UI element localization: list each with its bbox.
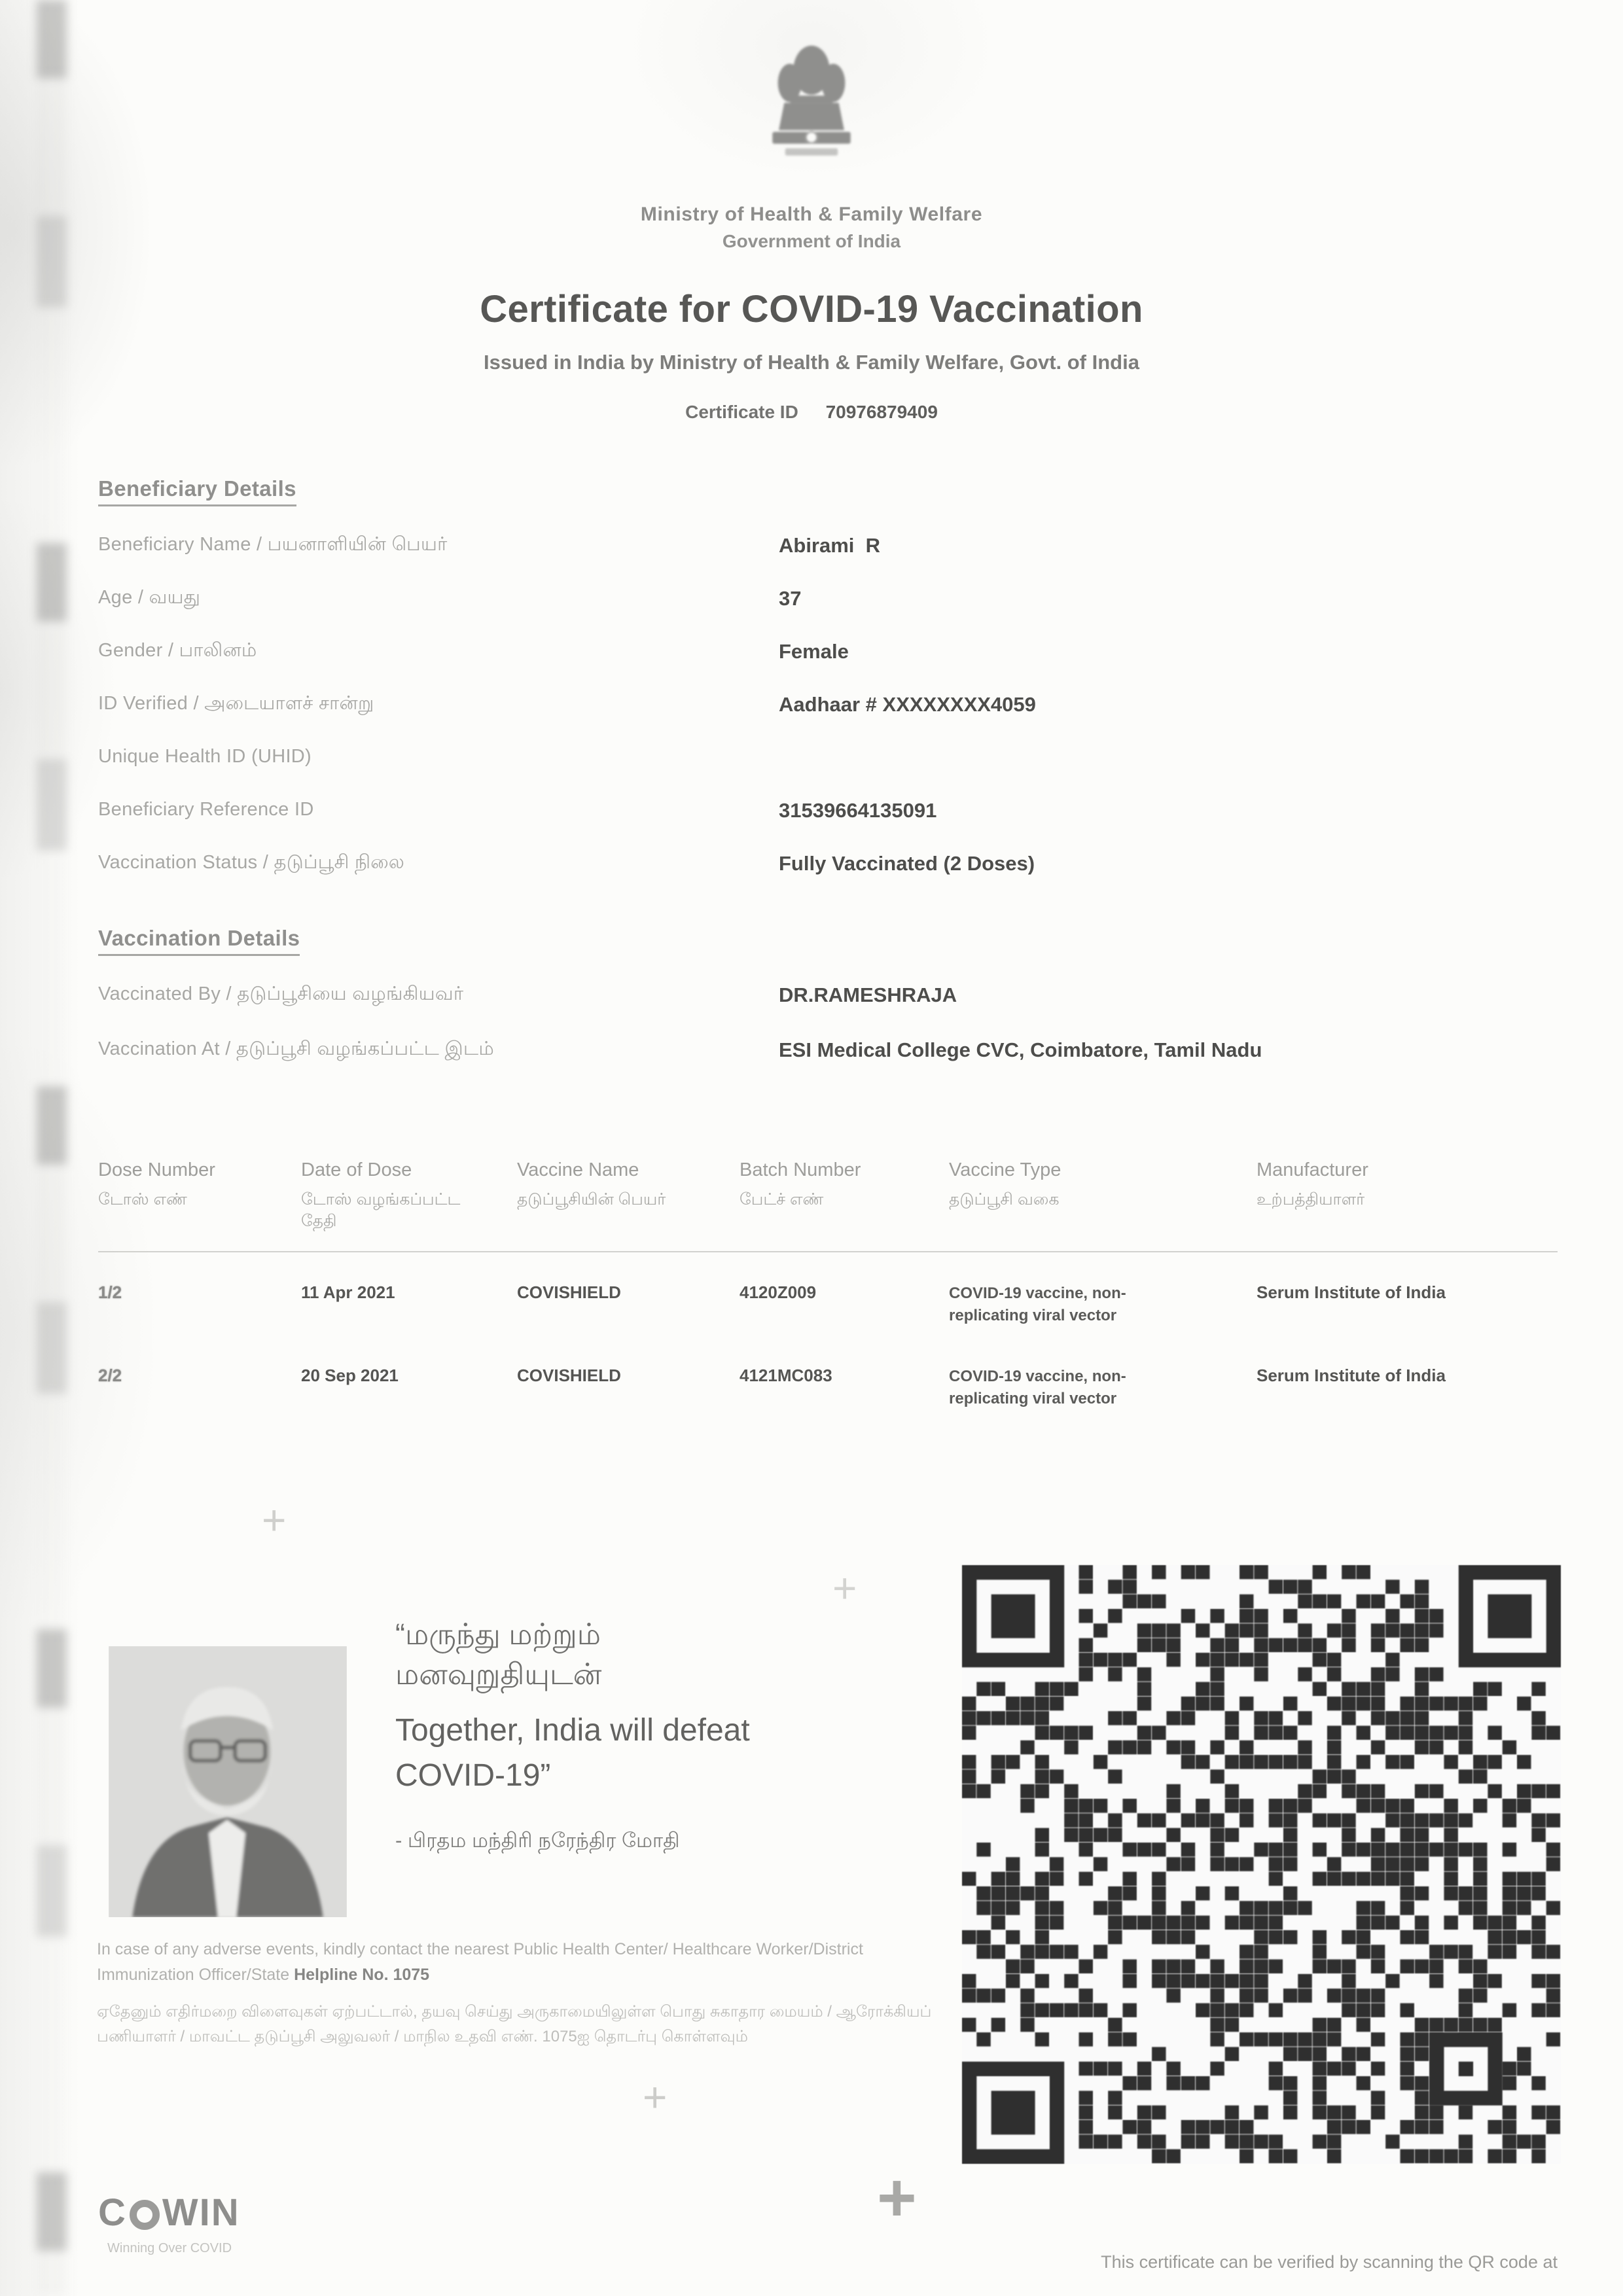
cell-vaccine-name: COVISHIELD	[517, 1282, 621, 1302]
column-dose-number	[98, 1159, 301, 1231]
beneficiary-section-title: Beneficiary Details	[98, 476, 296, 506]
quote-tamil-line-2: மனவுறுதியுடன்	[395, 1657, 602, 1691]
column-label-en: Date of Dose	[301, 1159, 412, 1180]
column-label-ta: பேட்ச் எண்	[740, 1190, 824, 1209]
helpline-notice-ta: ஏதேனும் எதிர்மறை விளைவுகள் ஏற்பட்டால், தயவு செய்து அருகாமையிலுள்ள பொது சுகாதார மையம் / ஆரோக்கியப் பணியாளர் / மாவட்ட தடுப்பூசி அலுவலர் / மாநில உதவி எண். 1075ஐ தொடர்பு கொள்ளவும்	[97, 2003, 932, 2046]
cell-vaccine-name: COVISHIELD	[517, 1366, 621, 1386]
field-value: ESI Medical College CVC, Coimbatore, Tamil Nadu	[779, 1038, 1262, 1061]
field-label: Vaccination At / தடுப்பூசி வழங்கப்பட்ட இடம்	[98, 1038, 494, 1059]
cell-manufacturer: Serum Institute of India	[1257, 1282, 1446, 1302]
column-label-en: Manufacturer	[1257, 1159, 1368, 1180]
cowin-logo-c: C	[98, 2191, 127, 2234]
column-label-ta: தடுப்பூசி வகை	[949, 1190, 1060, 1209]
field-label: Gender / பாலினம்	[98, 640, 257, 661]
table-row-dose-1	[98, 1282, 1558, 1326]
quote-english-line-1: Together, India will defeat	[395, 1712, 750, 1748]
cell-vaccine-type: COVID-19 vaccine, non-replicating viral vector	[949, 1284, 1126, 1324]
field-vaccinated-by	[98, 983, 1558, 1038]
registration-mark: +	[643, 2074, 668, 2121]
column-batch-number	[740, 1159, 949, 1231]
table-header-divider	[98, 1251, 1558, 1252]
helpline-text: In case of any adverse events, kindly contact the nearest Public Health Center/ Healthcare Worker/District Immunization Officer/State	[97, 1940, 863, 1984]
field-beneficiary-name	[98, 534, 1558, 587]
table-row-dose-2	[98, 1366, 1558, 1409]
cell-date-of-dose: 11 Apr 2021	[301, 1282, 395, 1302]
field-age	[98, 587, 1558, 640]
certificate-id-value: 70976879409	[825, 402, 938, 422]
national-emblem-icon	[755, 39, 868, 194]
cell-dose-number: 2/2	[98, 1366, 122, 1386]
field-label: Unique Health ID (UHID)	[98, 746, 312, 767]
qr-verify-note: This certificate can be verified by scanning the QR code at	[1101, 2252, 1558, 2272]
certificate-subtitle: Issued in India by Ministry of Health & Family Welfare, Govt. of India	[484, 351, 1139, 374]
column-label-en: Vaccine Type	[949, 1159, 1061, 1180]
qr-code	[962, 1565, 1561, 2164]
certificate-id-row	[0, 402, 1623, 423]
dose-table-header	[98, 1159, 1558, 1231]
cowin-logo-win: WIN	[162, 2191, 240, 2234]
field-value: Abirami R	[779, 534, 881, 557]
column-label-en: Batch Number	[740, 1159, 861, 1180]
field-label: Beneficiary Name / பயனாளியின் பெயர்	[98, 534, 448, 555]
field-label: Vaccination Status / தடுப்பூசி நிலை	[98, 852, 405, 873]
pm-portrait-photo	[109, 1646, 347, 1917]
column-vaccine-name	[517, 1159, 740, 1231]
cowin-logo	[98, 2191, 240, 2256]
field-vaccination-status	[98, 852, 1558, 905]
cell-date-of-dose: 20 Sep 2021	[301, 1366, 399, 1386]
field-vaccination-at	[98, 1038, 1558, 1093]
column-label-en: Vaccine Name	[517, 1159, 639, 1180]
column-label-en: Dose Number	[98, 1159, 215, 1180]
field-label: Beneficiary Reference ID	[98, 799, 314, 820]
column-label-ta: தடுப்பூசியின் பெயர்	[517, 1190, 666, 1209]
cell-manufacturer: Serum Institute of India	[1257, 1366, 1446, 1386]
quote-attribution: - பிரதம மந்திரி நரேந்திர மோதி	[395, 1828, 680, 1852]
field-beneficiary-reference-id	[98, 799, 1558, 852]
certificate-title: Certificate for COVID-19 Vaccination	[480, 288, 1143, 330]
certificate-footer	[0, 1518, 1623, 2296]
quote-tamil-line-1: “மருந்து மற்றும்	[395, 1617, 601, 1651]
column-date-of-dose	[301, 1159, 517, 1231]
beneficiary-details-section	[98, 476, 1558, 905]
column-vaccine-type	[949, 1159, 1257, 1231]
field-value: 37	[779, 587, 802, 610]
government-name: Government of India	[722, 231, 901, 251]
field-gender	[98, 640, 1558, 693]
certificate-id-label: Certificate ID	[685, 402, 798, 422]
helpline-number: Helpline No. 1075	[294, 1965, 430, 1984]
cell-batch-number: 4120Z009	[740, 1282, 817, 1302]
dose-table	[98, 1159, 1558, 1409]
helpline-notice-en	[97, 1937, 915, 1988]
cell-vaccine-type: COVID-19 vaccine, non-replicating viral vector	[949, 1368, 1126, 1407]
column-label-ta: உற்பத்தியாளர்	[1257, 1190, 1365, 1209]
field-value: 31539664135091	[779, 799, 937, 822]
cell-dose-number: 1/2	[98, 1282, 122, 1302]
certificate-header	[0, 39, 1623, 423]
field-id-verified	[98, 693, 1558, 746]
cowin-logo-o-icon	[130, 2200, 160, 2230]
cell-batch-number: 4121MC083	[740, 1366, 832, 1386]
column-label-ta: டோஸ் வழங்கப்பட்ட தேதி	[301, 1190, 461, 1230]
field-uhid	[98, 746, 1558, 799]
vaccination-details-section	[98, 926, 1558, 1093]
field-label: Age / வயது	[98, 587, 201, 608]
cowin-tagline: Winning Over COVID	[107, 2241, 232, 2255]
field-value: Fully Vaccinated (2 Doses)	[779, 852, 1035, 875]
pm-quote-block	[395, 1615, 750, 1855]
quote-english-line-2: COVID-19”	[395, 1758, 551, 1793]
field-value: DR.RAMESHRAJA	[779, 983, 957, 1006]
registration-mark: +	[262, 1496, 287, 1544]
field-value: Female	[779, 640, 849, 663]
field-label: ID Verified / அடையாளச் சான்று	[98, 693, 374, 714]
registration-mark: +	[832, 1564, 857, 1612]
ministry-name: Ministry of Health & Family Welfare	[640, 203, 983, 225]
column-label-ta: டோஸ் எண்	[98, 1190, 187, 1209]
vaccination-section-title: Vaccination Details	[98, 926, 300, 956]
field-value: Aadhaar # XXXXXXXX4059	[779, 693, 1036, 716]
field-label: Vaccinated By / தடுப்பூசியை வழங்கியவர்	[98, 983, 464, 1004]
column-manufacturer	[1257, 1159, 1558, 1231]
registration-mark: +	[877, 2160, 917, 2236]
